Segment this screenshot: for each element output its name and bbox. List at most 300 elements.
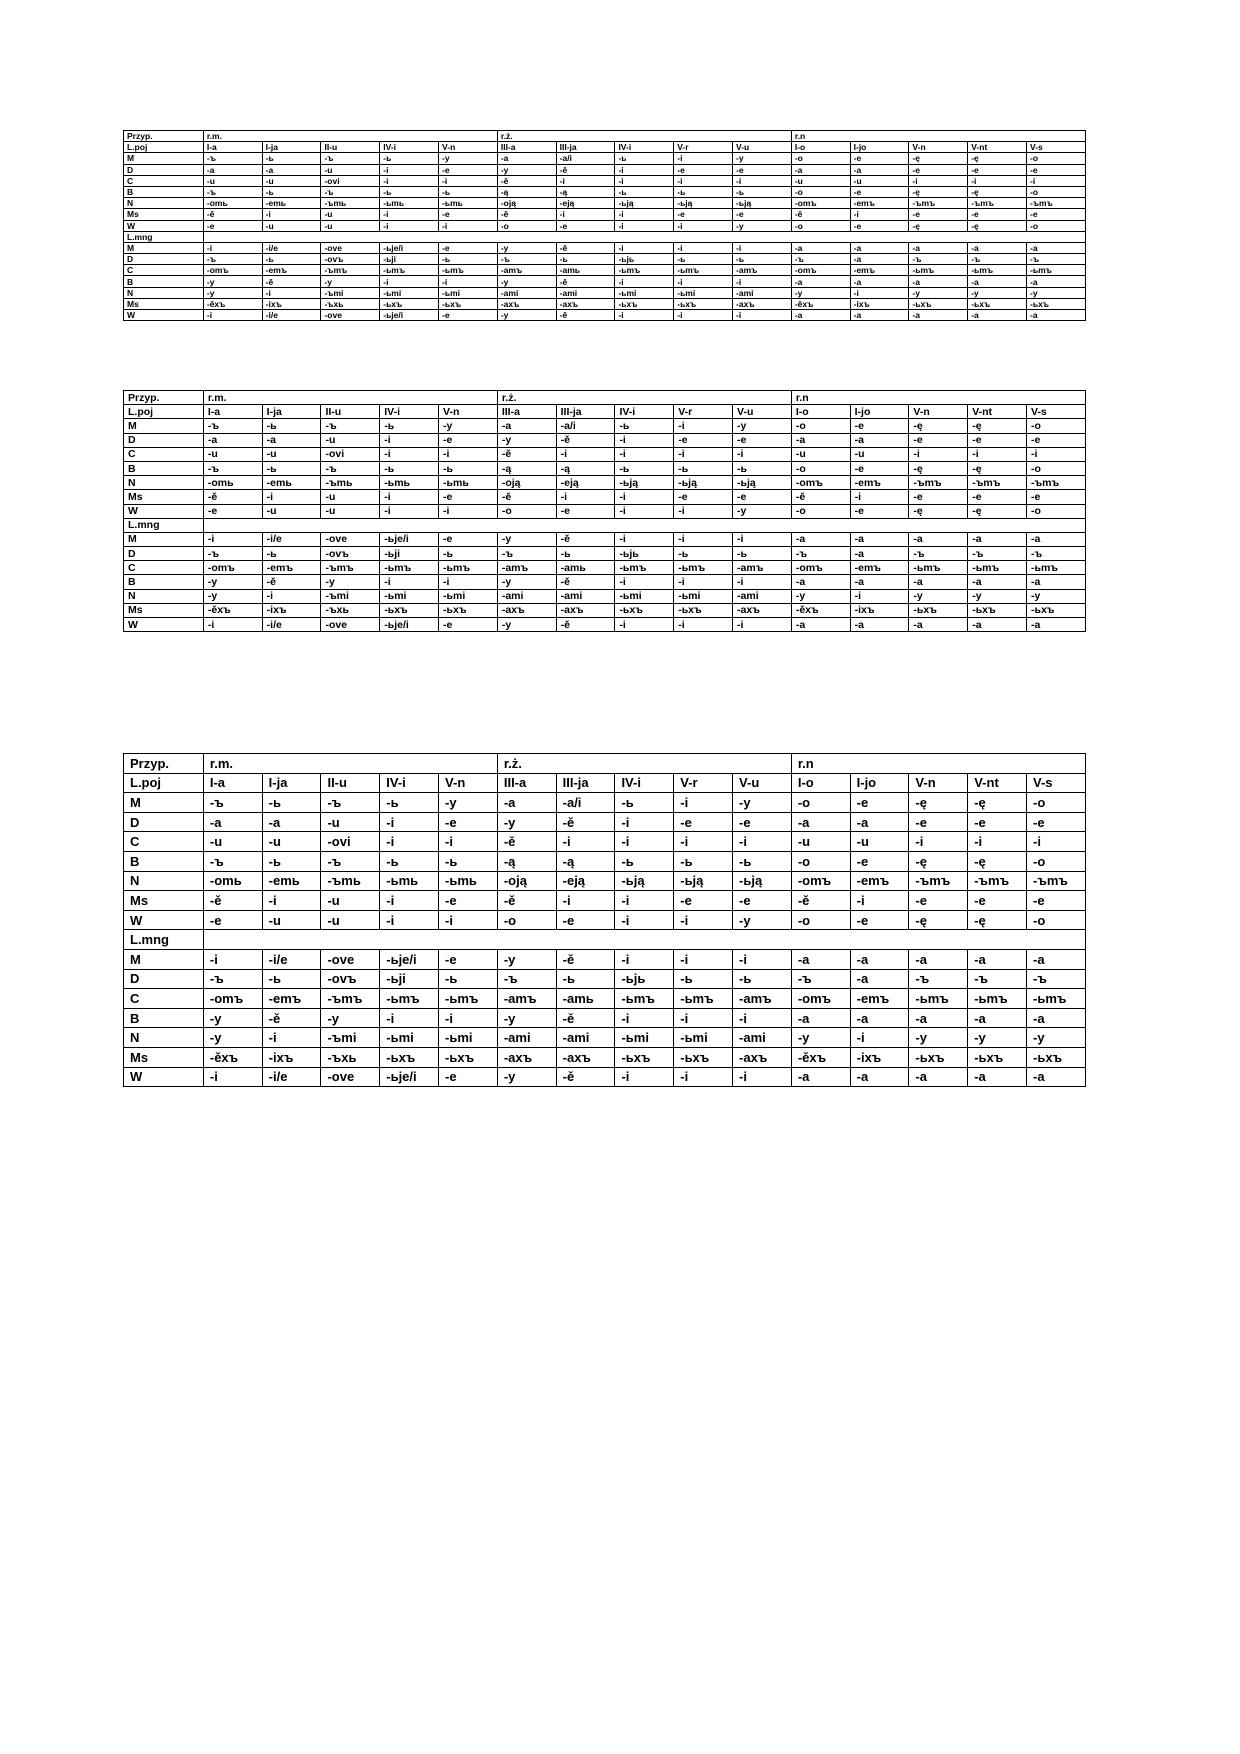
ending-cell: -ьją bbox=[733, 476, 792, 490]
gender-header-row bbox=[124, 391, 1086, 405]
ending-cell: -ami bbox=[497, 589, 556, 603]
ending-cell: -ь bbox=[262, 851, 321, 871]
ending-cell: -i bbox=[439, 575, 498, 589]
ending-cell: -e bbox=[968, 209, 1027, 220]
ending-cell: -ьxъ bbox=[674, 298, 733, 309]
plural-section-label-cell: L.mng bbox=[124, 518, 204, 532]
ending-cell: -e bbox=[968, 812, 1027, 832]
ending-cell: -ě bbox=[556, 1067, 615, 1087]
ending-cell: -ь bbox=[439, 186, 498, 197]
ending-cell: -y bbox=[497, 575, 556, 589]
ending-cell: -ixъ bbox=[262, 603, 321, 617]
ending-cell: -ě bbox=[556, 433, 615, 447]
ending-cell: -e bbox=[203, 504, 262, 518]
declension-header-cell: I-ja bbox=[262, 773, 321, 793]
case-label-cell: B bbox=[124, 186, 204, 197]
ending-cell: -e bbox=[968, 891, 1027, 911]
ending-cell: -e bbox=[733, 209, 792, 220]
case-label-cell: D bbox=[124, 969, 204, 989]
singular-case-row bbox=[124, 209, 1086, 220]
ending-cell: -ě bbox=[791, 490, 850, 504]
declension-header-cell: I-jo bbox=[850, 773, 909, 793]
ending-cell: -ę bbox=[909, 419, 968, 433]
ending-cell: -e bbox=[968, 490, 1027, 504]
ending-cell: -i bbox=[380, 504, 439, 518]
plural-case-row bbox=[124, 561, 1086, 575]
ending-cell: -ьxъ bbox=[1027, 298, 1086, 309]
ending-cell: -i bbox=[850, 1028, 909, 1048]
singular-case-row bbox=[124, 461, 1086, 475]
ending-cell: -ě bbox=[791, 209, 850, 220]
ending-cell: -i bbox=[1027, 832, 1086, 852]
ending-cell: -y bbox=[439, 419, 498, 433]
ending-cell: -i bbox=[674, 1067, 733, 1087]
ending-cell: -e bbox=[909, 891, 968, 911]
ending-cell: -o bbox=[497, 220, 556, 231]
ending-cell: -ъ bbox=[203, 969, 262, 989]
case-label-cell: C bbox=[124, 447, 204, 461]
ending-cell: -i bbox=[615, 1067, 674, 1087]
ending-cell: -ъmь bbox=[321, 198, 380, 209]
ending-cell: -ъ bbox=[909, 254, 968, 265]
ending-cell: -ъxь bbox=[321, 603, 380, 617]
ending-cell: -ьje/i bbox=[380, 1067, 439, 1087]
ending-cell: -i/e bbox=[262, 949, 321, 969]
ending-cell: -e bbox=[674, 164, 733, 175]
ending-cell: -i bbox=[262, 209, 321, 220]
ending-cell: -i bbox=[674, 910, 733, 930]
ending-cell: -ixъ bbox=[262, 298, 321, 309]
ending-cell: -ь bbox=[615, 186, 674, 197]
ending-cell: -i bbox=[556, 490, 615, 504]
declension-header-cell: IV-i bbox=[615, 773, 674, 793]
singular-case-row bbox=[124, 891, 1086, 911]
ending-cell: -e bbox=[439, 242, 498, 253]
ending-cell: -ě bbox=[497, 175, 556, 186]
ending-cell: -e bbox=[733, 812, 792, 832]
singular-case-row bbox=[124, 447, 1086, 461]
ending-cell: -i bbox=[674, 532, 733, 546]
declension-header-cell: I-o bbox=[791, 142, 850, 153]
ending-cell: -i bbox=[615, 433, 674, 447]
ending-cell: -i bbox=[733, 175, 792, 186]
plural-case-row bbox=[124, 298, 1086, 309]
ending-cell: -ьmi bbox=[380, 287, 439, 298]
plural-case-row bbox=[124, 265, 1086, 276]
ending-cell: -a bbox=[1027, 1067, 1086, 1087]
ending-cell: -ove bbox=[321, 532, 380, 546]
ending-cell: -ě bbox=[497, 891, 556, 911]
ending-cell: -ě bbox=[556, 532, 615, 546]
declension-header-cell: I-a bbox=[203, 773, 262, 793]
singular-case-row bbox=[124, 419, 1086, 433]
case-label-cell: B bbox=[124, 276, 204, 287]
ending-cell: -i bbox=[203, 618, 262, 632]
ending-cell: -ъ bbox=[203, 547, 262, 561]
ending-cell: -ixъ bbox=[850, 1047, 909, 1067]
ending-cell: -i bbox=[968, 447, 1027, 461]
ending-cell: -ьmi bbox=[380, 589, 439, 603]
ending-cell: -i bbox=[909, 175, 968, 186]
declension-header-cell: V-s bbox=[1027, 142, 1086, 153]
ending-cell: -i bbox=[674, 276, 733, 287]
ending-cell: -ь bbox=[439, 851, 498, 871]
case-label-cell: N bbox=[124, 589, 204, 603]
gender-header-cell: r.n bbox=[791, 131, 1085, 142]
declension-header-cell: V-r bbox=[674, 773, 733, 793]
ending-cell: -i bbox=[615, 310, 674, 321]
ending-cell: -ixъ bbox=[262, 1047, 321, 1067]
case-label-cell: D bbox=[124, 812, 204, 832]
ending-cell: -i bbox=[439, 447, 498, 461]
ending-cell: -i bbox=[968, 175, 1027, 186]
ending-cell: -e bbox=[439, 812, 498, 832]
ending-cell: -e bbox=[850, 851, 909, 871]
plural-case-row bbox=[124, 310, 1086, 321]
ending-cell: -o bbox=[791, 793, 850, 813]
ending-cell: -ьmъ bbox=[674, 561, 733, 575]
ending-cell: -e bbox=[850, 186, 909, 197]
ending-cell: -axъ bbox=[497, 1047, 556, 1067]
ending-cell: -a bbox=[909, 310, 968, 321]
ending-cell: -e bbox=[909, 164, 968, 175]
ending-cell: -ě bbox=[203, 209, 262, 220]
ending-cell: -ěxъ bbox=[791, 298, 850, 309]
ending-cell: -ъmъ bbox=[909, 871, 968, 891]
ending-cell: -eją bbox=[556, 871, 615, 891]
singular-case-row bbox=[124, 832, 1086, 852]
declension-header-cell: V-n bbox=[439, 773, 498, 793]
ending-cell: -ь bbox=[674, 547, 733, 561]
ending-cell: -ьmь bbox=[439, 476, 498, 490]
case-label-cell: B bbox=[124, 851, 204, 871]
gender-header-cell: r.m. bbox=[203, 754, 497, 774]
ending-cell: -y bbox=[1027, 1028, 1086, 1048]
ending-cell: -i bbox=[556, 832, 615, 852]
ending-cell: -ьxъ bbox=[615, 298, 674, 309]
ending-cell: -i bbox=[615, 276, 674, 287]
ending-cell: -ъ bbox=[203, 793, 262, 813]
ending-cell: -y bbox=[968, 589, 1027, 603]
ending-cell: -ь bbox=[615, 793, 674, 813]
ending-cell: -ъ bbox=[203, 851, 262, 871]
ending-cell: -i bbox=[674, 504, 733, 518]
ending-cell: -a bbox=[850, 575, 909, 589]
ending-cell: -ьje/i bbox=[380, 949, 439, 969]
gender-header-cell: r.ż. bbox=[497, 131, 791, 142]
ending-cell: -u bbox=[850, 175, 909, 186]
ending-cell: -ь bbox=[733, 461, 792, 475]
ending-cell: -y bbox=[791, 287, 850, 298]
declension-header-cell: V-n bbox=[909, 405, 968, 419]
ending-cell: -ьxъ bbox=[439, 603, 498, 617]
plural-case-row bbox=[124, 603, 1086, 617]
singular-case-row bbox=[124, 851, 1086, 871]
ending-cell: -ьmъ bbox=[968, 265, 1027, 276]
case-label-cell: D bbox=[124, 164, 204, 175]
ending-cell: -u bbox=[321, 164, 380, 175]
ending-cell: -a bbox=[262, 433, 321, 447]
gender-header-row bbox=[124, 131, 1086, 142]
ending-cell: -emъ bbox=[850, 265, 909, 276]
ending-cell: -ь bbox=[380, 793, 439, 813]
corner-label-cell: Przyp. bbox=[124, 131, 204, 142]
ending-cell: -ъ bbox=[968, 254, 1027, 265]
ending-cell: -a bbox=[968, 242, 1027, 253]
ending-cell: -i bbox=[203, 242, 262, 253]
ending-cell: -y bbox=[497, 532, 556, 546]
case-label-cell: W bbox=[124, 220, 204, 231]
ending-cell: -ь bbox=[733, 254, 792, 265]
ending-cell: -ьją bbox=[674, 476, 733, 490]
case-label-cell: Ms bbox=[124, 1047, 204, 1067]
ending-cell: -i bbox=[674, 832, 733, 852]
ending-cell: -ьmь bbox=[380, 871, 439, 891]
ending-cell: -ъmь bbox=[321, 871, 380, 891]
ending-cell: -a bbox=[850, 547, 909, 561]
ending-cell: -a bbox=[850, 1067, 909, 1087]
ending-cell: -i bbox=[733, 447, 792, 461]
ending-cell: -ą bbox=[556, 461, 615, 475]
ending-cell: -e bbox=[439, 532, 498, 546]
ending-cell: -e bbox=[439, 433, 498, 447]
ending-cell: -ę bbox=[968, 220, 1027, 231]
singular-case-row bbox=[124, 793, 1086, 813]
ending-cell: -y bbox=[1027, 589, 1086, 603]
ending-cell: -ьmъ bbox=[439, 989, 498, 1009]
ending-cell: -ъ bbox=[203, 153, 262, 164]
ending-cell: -a/i bbox=[556, 153, 615, 164]
singular-case-row bbox=[124, 433, 1086, 447]
ending-cell: -u bbox=[262, 220, 321, 231]
ending-cell: -e bbox=[850, 910, 909, 930]
ending-cell: -ь bbox=[439, 547, 498, 561]
ending-cell: -i bbox=[674, 242, 733, 253]
declension-header-cell: I-o bbox=[791, 773, 850, 793]
ending-cell: -i bbox=[674, 220, 733, 231]
ending-cell: -emъ bbox=[850, 476, 909, 490]
ending-cell: -emъ bbox=[850, 561, 909, 575]
ending-cell: -ъ bbox=[497, 969, 556, 989]
ending-cell: -eją bbox=[556, 476, 615, 490]
ending-cell: -ě bbox=[497, 832, 556, 852]
ending-cell: -omъ bbox=[791, 476, 850, 490]
ending-cell: -y bbox=[791, 1028, 850, 1048]
ending-cell: -ъmъ bbox=[1027, 198, 1086, 209]
ending-cell: -amь bbox=[556, 265, 615, 276]
ending-cell: -e bbox=[909, 433, 968, 447]
declension-header-row bbox=[124, 405, 1086, 419]
ending-cell: -ьmi bbox=[615, 589, 674, 603]
plural-section-row bbox=[124, 518, 1086, 532]
declension-header-cell: III-ja bbox=[556, 405, 615, 419]
ending-cell: -ьje/i bbox=[380, 532, 439, 546]
ending-cell: -emь bbox=[262, 476, 321, 490]
singular-case-row bbox=[124, 153, 1086, 164]
ending-cell: -ь bbox=[439, 254, 498, 265]
ending-cell: -ę bbox=[909, 153, 968, 164]
ending-cell: -i bbox=[674, 618, 733, 632]
ending-cell: -ьxъ bbox=[380, 298, 439, 309]
ending-cell: -emь bbox=[262, 198, 321, 209]
ending-cell: -o bbox=[1027, 220, 1086, 231]
ending-cell: -e bbox=[1027, 209, 1086, 220]
ending-cell: -ovъ bbox=[321, 254, 380, 265]
ending-cell: -a bbox=[791, 812, 850, 832]
gender-header-cell: r.m. bbox=[203, 131, 497, 142]
ending-cell: -ę bbox=[909, 910, 968, 930]
ending-cell: -i bbox=[615, 242, 674, 253]
ending-cell: -a bbox=[968, 575, 1027, 589]
ending-cell: -amъ bbox=[733, 561, 792, 575]
ending-cell: -ę bbox=[909, 186, 968, 197]
ending-cell: -ę bbox=[968, 793, 1027, 813]
ending-cell: -ьmi bbox=[615, 287, 674, 298]
declension-header-cell: V-nt bbox=[968, 773, 1027, 793]
ending-cell: -a bbox=[968, 949, 1027, 969]
ending-cell: -a bbox=[850, 618, 909, 632]
ending-cell: -a bbox=[909, 618, 968, 632]
ending-cell: -e bbox=[1027, 433, 1086, 447]
ending-cell: -ьji bbox=[380, 547, 439, 561]
plural-case-row bbox=[124, 589, 1086, 603]
ending-cell: -a bbox=[1027, 618, 1086, 632]
ending-cell: -a bbox=[791, 949, 850, 969]
ending-cell: -ami bbox=[733, 1028, 792, 1048]
ending-cell: -e bbox=[1027, 812, 1086, 832]
ending-cell: -axъ bbox=[556, 1047, 615, 1067]
ending-cell: -ь bbox=[262, 461, 321, 475]
ending-cell: -ě bbox=[556, 812, 615, 832]
ending-cell: -i bbox=[674, 175, 733, 186]
ending-cell: -y bbox=[733, 504, 792, 518]
plural-case-row bbox=[124, 618, 1086, 632]
ending-cell: -ę bbox=[909, 793, 968, 813]
ending-cell: -a bbox=[850, 969, 909, 989]
ending-cell: -i/e bbox=[262, 618, 321, 632]
ending-cell: -ъ bbox=[791, 969, 850, 989]
ending-cell: -ьje/i bbox=[380, 242, 439, 253]
ending-cell: -ę bbox=[968, 461, 1027, 475]
ending-cell: -i bbox=[733, 1008, 792, 1028]
ending-cell: -amъ bbox=[497, 989, 556, 1009]
ending-cell: -ъ bbox=[321, 153, 380, 164]
ending-cell: -ami bbox=[497, 287, 556, 298]
ending-cell: -ami bbox=[733, 287, 792, 298]
declension-header-cell: IV-i bbox=[615, 405, 674, 419]
ending-cell: -y bbox=[439, 793, 498, 813]
ending-cell: -o bbox=[1027, 186, 1086, 197]
ending-cell: -i bbox=[262, 891, 321, 911]
ending-cell: -ь bbox=[615, 419, 674, 433]
ending-cell: -a bbox=[968, 1008, 1027, 1028]
ending-cell: -i bbox=[556, 447, 615, 461]
ending-cell: -o bbox=[1027, 910, 1086, 930]
ending-cell: -ъ bbox=[497, 254, 556, 265]
ending-cell: -emъ bbox=[850, 989, 909, 1009]
case-label-cell: C bbox=[124, 989, 204, 1009]
ending-cell: -ьmь bbox=[380, 476, 439, 490]
ending-cell: -ьmъ bbox=[909, 265, 968, 276]
ending-cell: -e bbox=[1027, 891, 1086, 911]
ending-cell: -ъmь bbox=[321, 476, 380, 490]
ending-cell: -ьxъ bbox=[674, 1047, 733, 1067]
ending-cell: -i bbox=[733, 949, 792, 969]
ending-cell: -ьmi bbox=[439, 287, 498, 298]
ending-cell: -e bbox=[968, 433, 1027, 447]
ending-cell: -ěxъ bbox=[203, 603, 262, 617]
ending-cell: -i bbox=[850, 490, 909, 504]
ending-cell: -ь bbox=[439, 969, 498, 989]
ending-cell: -a bbox=[791, 1067, 850, 1087]
plural-section-spacer-cell bbox=[203, 930, 1085, 950]
ending-cell: -a bbox=[850, 254, 909, 265]
ending-cell: -i bbox=[262, 1028, 321, 1048]
plural-case-row bbox=[124, 949, 1086, 969]
ending-cell: -e bbox=[556, 220, 615, 231]
ending-cell: -e bbox=[439, 949, 498, 969]
ending-cell: -ъmъ bbox=[909, 476, 968, 490]
ending-cell: -u bbox=[321, 812, 380, 832]
ending-cell: -axъ bbox=[733, 1047, 792, 1067]
ending-cell: -ъmi bbox=[321, 287, 380, 298]
ending-cell: -o bbox=[791, 910, 850, 930]
ending-cell: -u bbox=[321, 504, 380, 518]
ending-cell: -y bbox=[321, 575, 380, 589]
ending-cell: -ami bbox=[556, 287, 615, 298]
ending-cell: -a bbox=[497, 153, 556, 164]
case-label-cell: Ms bbox=[124, 891, 204, 911]
ending-cell: -ьmъ bbox=[1027, 265, 1086, 276]
ending-cell: -i bbox=[380, 812, 439, 832]
ending-cell: -ě bbox=[556, 164, 615, 175]
declension-header-cell: V-u bbox=[733, 773, 792, 793]
ending-cell: -a bbox=[968, 310, 1027, 321]
ending-cell: -ъ bbox=[1027, 969, 1086, 989]
ending-cell: -ь bbox=[439, 461, 498, 475]
ending-cell: -ьxъ bbox=[1027, 603, 1086, 617]
plural-case-row bbox=[124, 242, 1086, 253]
case-label-cell: N bbox=[124, 871, 204, 891]
ending-cell: -ě bbox=[556, 949, 615, 969]
ending-cell: -i bbox=[439, 276, 498, 287]
ending-cell: -i bbox=[615, 220, 674, 231]
ending-cell: -u bbox=[321, 220, 380, 231]
ending-cell: -u bbox=[262, 447, 321, 461]
ending-cell: -oją bbox=[497, 198, 556, 209]
ending-cell: -i bbox=[439, 220, 498, 231]
ending-cell: -i bbox=[380, 433, 439, 447]
ending-cell: -ove bbox=[321, 310, 380, 321]
ending-cell: -e bbox=[674, 209, 733, 220]
ending-cell: -ьxъ bbox=[909, 298, 968, 309]
case-label-cell: C bbox=[124, 561, 204, 575]
singular-case-row bbox=[124, 175, 1086, 186]
ending-cell: -ь bbox=[733, 851, 792, 871]
ending-cell: -a/i bbox=[556, 793, 615, 813]
ending-cell: -ъ bbox=[321, 793, 380, 813]
ending-cell: -e bbox=[850, 153, 909, 164]
ending-cell: -ьmi bbox=[439, 1028, 498, 1048]
ending-cell: -ь bbox=[262, 969, 321, 989]
ending-cell: -e bbox=[674, 433, 733, 447]
declension-header-cell: V-u bbox=[733, 405, 792, 419]
ending-cell: -ěxъ bbox=[203, 1047, 262, 1067]
ending-cell: -o bbox=[1027, 504, 1086, 518]
plural-case-row bbox=[124, 969, 1086, 989]
declension-header-cell: II-u bbox=[321, 773, 380, 793]
ending-cell: -a bbox=[1027, 1008, 1086, 1028]
